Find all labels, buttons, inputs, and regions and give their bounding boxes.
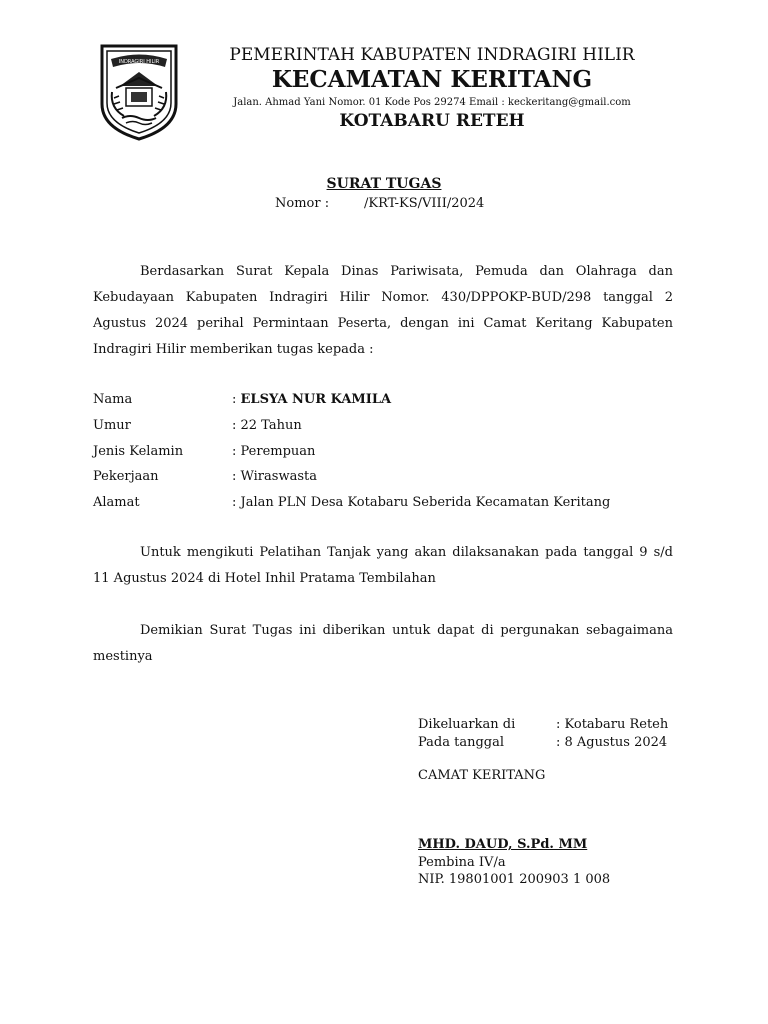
document-title: SURAT TUGAS bbox=[326, 176, 442, 192]
opening-paragraph: Berdasarkan Surat Kepala Dinas Pariwisata, Pemuda dan Olahraga dan Kebudayaan Kabupaten Indragiri Hilir Nomor. 430/DPPOKP-BUD/298 tanggal 2 Agustus 2024 perihal Permintaan Peserta, dengan ini Camat Keritang Kabupaten Indragiri Hilir memberikan tugas kepada : bbox=[93, 264, 673, 357]
date-value: : 8 Agustus 2024 bbox=[556, 735, 668, 750]
closing-paragraph: Demikian Surat Tugas ini diberikan untuk dapat di pergunakan sebagaimana mestinya bbox=[93, 623, 673, 664]
detail-row-address bbox=[93, 490, 693, 516]
person-name: ELSYA NUR KAMILA bbox=[240, 392, 392, 407]
detail-value: : Jalan PLN Desa Kotabaru Seberida Kecamatan Keritang bbox=[232, 495, 611, 510]
detail-row-name bbox=[93, 387, 693, 413]
date-label: Pada tanggal bbox=[418, 735, 505, 750]
regency-emblem-icon bbox=[98, 42, 180, 142]
letterhead-government: PEMERINTAH KABUPATEN INDRAGIRI HILIR bbox=[229, 45, 635, 65]
detail-label: Nama bbox=[93, 392, 133, 407]
detail-row-gender bbox=[93, 439, 693, 465]
signatory-name: MHD. DAUD, S.Pd. MM bbox=[418, 837, 588, 852]
issued-at-label: Dikeluarkan di bbox=[418, 717, 516, 732]
signatory-nip: NIP. 19801001 200903 1 008 bbox=[418, 872, 611, 887]
number-value: /KRT-KS/VIII/2024 bbox=[364, 196, 485, 211]
issued-at-value: : Kotabaru Reteh bbox=[556, 717, 669, 732]
detail-value: : 22 Tahun bbox=[232, 418, 302, 433]
letterhead-town: KOTABARU RETEH bbox=[339, 111, 525, 131]
number-label: Nomor : bbox=[275, 196, 330, 211]
signatory-position: CAMAT KERITANG bbox=[418, 768, 546, 783]
svg-text:INDRAGIRI HILIR: INDRAGIRI HILIR bbox=[118, 59, 160, 65]
detail-value: : Perempuan bbox=[232, 444, 316, 459]
letterhead-address: Jalan. Ahmad Yani Nomor. 01 Kode Pos 29274 Email : keckeritang@gmail.com bbox=[233, 97, 631, 108]
letterhead-district: KECAMATAN KERITANG bbox=[271, 66, 593, 93]
detail-value: : Wiraswasta bbox=[232, 469, 317, 484]
detail-label: Pekerjaan bbox=[93, 469, 159, 484]
detail-row-age bbox=[93, 413, 693, 439]
detail-value: : ELSYA NUR KAMILA bbox=[232, 392, 392, 407]
detail-label: Jenis Kelamin bbox=[93, 444, 184, 459]
purpose-paragraph: Untuk mengikuti Pelatihan Tanjak yang akan dilaksanakan pada tanggal 9 s/d 11 Agustus 2024 di Hotel Inhil Pratama Tembilahan bbox=[93, 545, 673, 586]
detail-label: Alamat bbox=[93, 495, 140, 510]
detail-row-occupation bbox=[93, 464, 693, 490]
detail-label: Umur bbox=[93, 418, 131, 433]
signatory-rank: Pembina IV/a bbox=[418, 855, 506, 870]
